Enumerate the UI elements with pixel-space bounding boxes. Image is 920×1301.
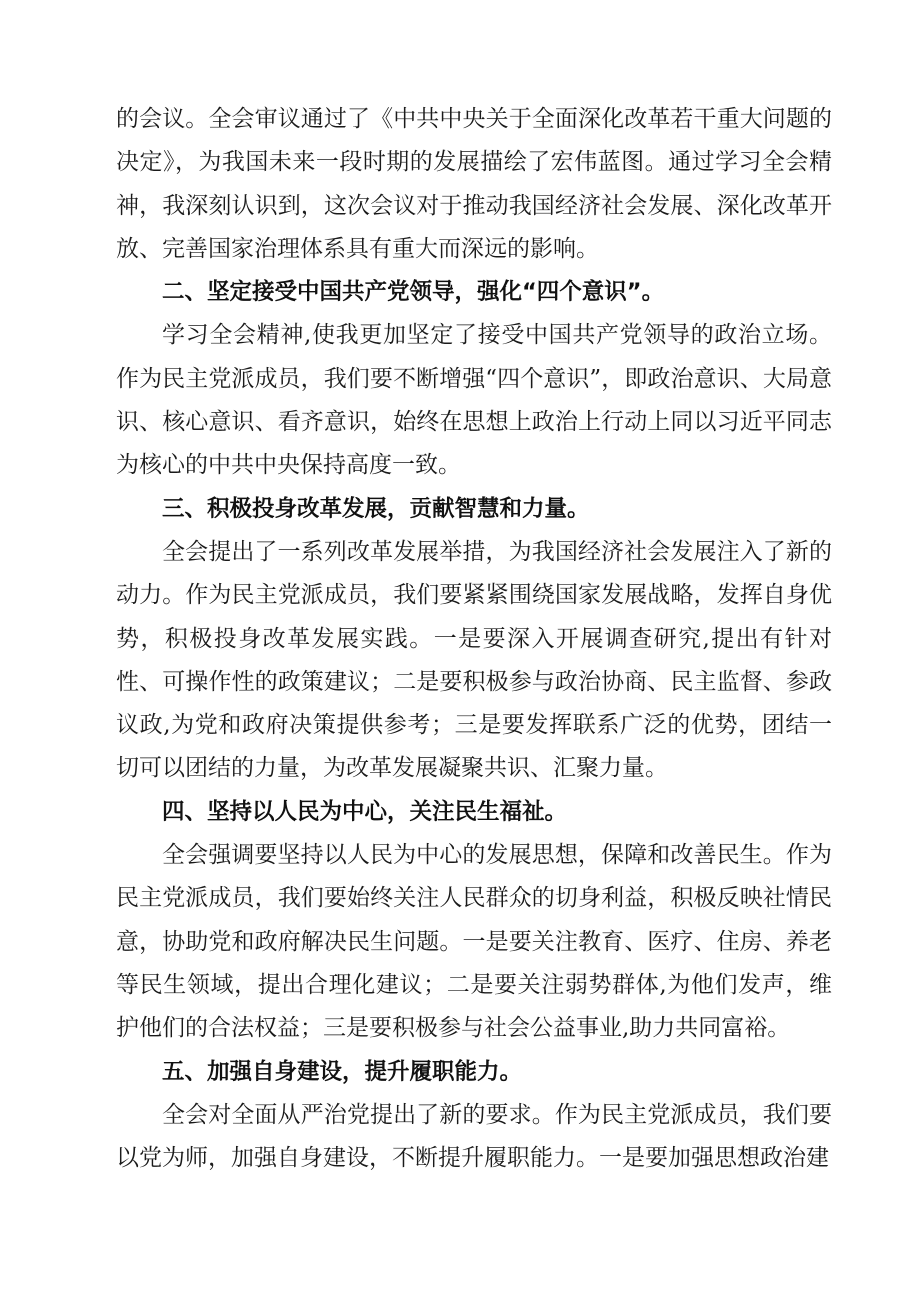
paragraph-section-2: 学习全会精神,使我更加坚定了接受中国共产党领导的政治立场。作为民主党派成员，我们要不断增强“四个意识”，即政治意识、大局意识、核心意识、看齐意识，始终在思想上政治上行动上同以习近平同志为核心的中共中央保持高度一致。	[116, 322, 832, 479]
section-heading-5: 五、加强自身建设，提升履职能力。	[162, 1058, 523, 1085]
section-heading-2: 二、坚定接受中国共产党领导，强化“四个意识”。	[162, 279, 665, 306]
paragraph-intro: 的会议。全会审议通过了《中共中央关于全面深化改革若干重大问题的决定》，为我国未来一段时期的发展描绘了宏伟蓝图。通过学习全会精神，我深刻认识到，这次会议对于推动我国经济社会发展、深化改革开放、完善国家治理体系具有重大而深远的影响。	[116, 106, 832, 262]
section-heading-3: 三、积极投身改革发展，贡献智慧和力量。	[162, 495, 590, 522]
document-body	[116, 98, 832, 1180]
paragraph-section-5: 全会对全面从严治党提出了新的要求。作为民主党派成员，我们要以党为师，加强自身建设，不断提升履职能力。一是要加强思想政治建	[116, 1101, 832, 1172]
paragraph-section-3: 全会提出了一系列改革发展举措，为我国经济社会发展注入了新的动力。作为民主党派成员，我们要紧紧围绕国家发展战略，发挥自身优势，积极投身改革发展实践。一是要深入开展调查研究,提出有针对性、可操作性的政策建议；二是要积极参与政治协商、民主监督、参政议政,为党和政府决策提供参考；三是要发挥联系广泛的优势，团结一切可以团结的力量，为改革发展凝聚共识、汇聚力量。	[116, 538, 832, 782]
section-heading-4: 四、坚持以人民为中心，关注民生福祉。	[162, 798, 568, 825]
paragraph-section-4: 全会强调要坚持以人民为中心的发展思想，保障和改善民生。作为民主党派成员，我们要始终关注人民群众的切身利益，积极反映社情民意，协助党和政府解决民生问题。一是要关注教育、医疗、住房、养老等民生领域，提出合理化建议；二是要关注弱势群体,为他们发声，维护他们的合法权益；三是要积极参与社会公益事业,助力共同富裕。	[116, 842, 832, 1042]
